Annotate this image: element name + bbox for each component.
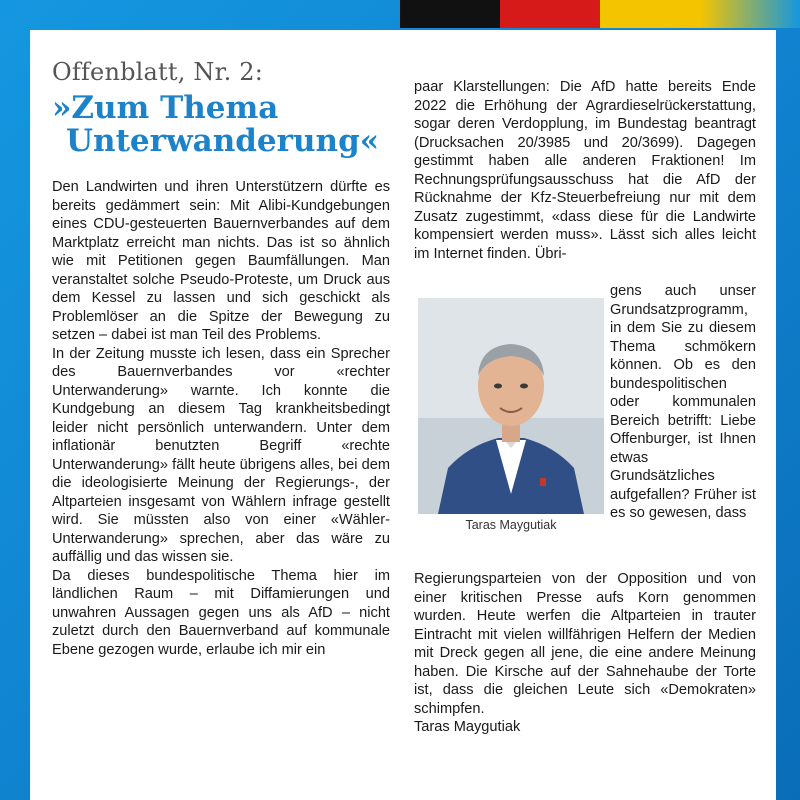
paragraph-closing: Regierungsparteien von der Opposition und von einer kritischen Presse aufs Korn genommen wurden. Heute werfen die Altparteien in trauter Eintracht mit vielen willfährigen Helfern der Medien mit Dreck gegen all jene, die eine andere Meinung haben. Die Kirsche auf der Sahnehaube der Torte ist, dass die gleichen Leute sich «Demokraten» schimpfen. <box>414 571 756 717</box>
headline-line-2: Unterwanderung« <box>66 123 380 159</box>
right-column-bottom <box>414 570 756 737</box>
article-headline <box>52 92 392 158</box>
german-flag-stripe <box>400 0 800 28</box>
article-kicker: Offenblatt, Nr. 2: <box>52 58 264 86</box>
headline-line-1: »Zum Thema <box>52 90 279 126</box>
author-portrait-photo <box>418 298 604 514</box>
article-sheet <box>30 30 776 800</box>
photo-caption: Taras Maygutiak <box>465 518 557 532</box>
right-column-top <box>414 78 756 263</box>
flag-black-band <box>400 0 500 28</box>
right-column-wrap <box>610 282 756 523</box>
author-signature: Taras Maygutiak <box>414 719 521 735</box>
flag-gold-band <box>600 0 700 28</box>
portrait-photo-icon <box>418 298 604 514</box>
left-column <box>52 178 390 659</box>
paragraph-intro: Den Landwirten und ihren Unterstützern dürfte es bereits gedämmert sein: Mit Alibi-Kundgebungen eines CDU-gesteuerten Bauernverbandes auf dem Marktplatz erreicht man nichts. Das ist so ähnlich wie mit Petitionen gegen Baumfällungen. Man veranstaltet solche Pseudo-Proteste, um Druck aus dem Kessel zu lassen und sich geschickt als Problemlöser an die Spitze der Bewegung zu setzen – dabei ist man Teil des Problems. <box>52 179 390 343</box>
paragraph-rural: Da dieses bundespolitische Thema hier im ländlichen Raum – mit Diffamierungen und unwahren Aussagen gegen uns als AfD – nicht zuletzt durch den Bauernverband auf kommunale Ebene gezogen wurde, erlaube ich mir ein <box>52 567 390 658</box>
flag-red-band <box>500 0 600 28</box>
paragraph-clarifications: paar Klarstellungen: Die AfD hatte bereits Ende 2022 die Erhöhung der Agrardieselrückerstattung, sogar deren Verdopplung, im Bundestag beantragt (Drucksachen 20/3985 und 20/3699). Dagegen gestimmt haben alle anderen Fraktionen! Im Rechnungsprüfungsausschuss hat die AfD der Rücknahme der Kfz-Steuerbefreiung nur mit dem Zusatz zugestimmt, «dass diese für die Landwirte kompensiert werden muss». Lässt sich alles leicht im Internet finden. Übri- <box>414 79 756 262</box>
flag-fade-band <box>700 0 800 28</box>
paragraph-program: gens auch unser Grundsatzprogramm, in dem Sie zu diesem Thema schmökern können. Ob es den bundespolitischen oder kommunalen Bereich betrifft: Liebe Offenburger, ist Ihnen etwas Grundsätzliches aufgefallen? Früher ist es so gewesen, dass <box>610 283 756 521</box>
paragraph-newspaper: In der Zeitung musste ich lesen, dass ein Sprecher des Bauernverbandes vor «rechter Unterwanderung» warnte. Ich konnte die Kundgebung an diesem Tag krankheitsbedingt leider nicht persönlich unterwandern. Unter dem inflationär benutzten Begriff «rechte Unterwanderung» fällt heute übrigens alles, bei dem die ideologisierte Meinung der Regierungs-, der Altparteien insgesamt von Wählern infrage gestellt wird. Sie müssten also von einer «Wähler-Unterwanderung» sprechen, aber das wäre zu auffällig und das wissen sie. <box>52 345 390 565</box>
